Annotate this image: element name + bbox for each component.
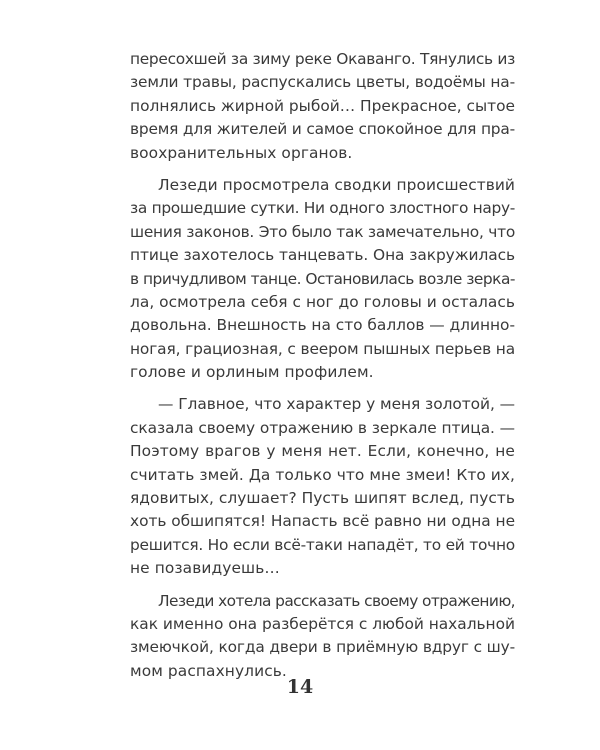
text-line: решится. Но если всё-таки нападёт, то ей точно (130, 535, 515, 554)
text-line: как именно она разберётся с любой нахальной (130, 614, 515, 633)
text-line: ногая, грациозная, с веером пышных перьев на (130, 339, 515, 358)
text-line: довольна. Внешность на сто баллов — длинно- (130, 316, 515, 335)
text-line: ла, осмотрела себя с ног до головы и осталась (130, 292, 515, 311)
text-line: время для жителей и самое спокойное для пра- (130, 120, 515, 139)
text-line: голове и орлиным профилем. (130, 363, 374, 382)
text-line: — Главное, что характер у меня золотой, — (158, 395, 515, 414)
paragraph (130, 393, 515, 580)
text-line: пересохшей за зиму реке Окаванго. Тянулись из (130, 50, 516, 68)
body-text (130, 48, 515, 683)
text-line: за прошедшие сутки. Ни одного злостного нару- (130, 199, 515, 218)
text-line: полнялись жирной рыбой… Прекрасное, сытое (130, 96, 515, 115)
text-line: змеючкой, когда двери в приёмную вдруг с шу- (130, 638, 515, 657)
text-line: считать змей. Да только что мне змеи! Кто их, (130, 465, 515, 484)
text-line: Лезеди просмотрела сводки происшествий (158, 175, 515, 194)
text-line: шения законов. Это было так замечательно, что (130, 222, 515, 241)
paragraph (130, 174, 515, 385)
text-line: Поэтому врагов у меня нет. Если, конечно, не (130, 442, 515, 461)
text-line: Лезеди хотела рассказать своему отражению, (158, 591, 515, 610)
page-number: 14 (286, 676, 314, 698)
text-line: в причудливом танце. Остановилась возле зерка- (130, 269, 515, 288)
paragraph (130, 590, 515, 684)
text-line: птице захотелось танцевать. Она закружилась (130, 246, 515, 265)
paragraph (130, 48, 515, 165)
text-line: земли травы, распускались цветы, водоёмы на- (130, 73, 515, 92)
text-line: не позавидуешь… (130, 559, 280, 578)
text-line: хоть обшипятся! Напасть всё равно ни одна не (130, 512, 515, 531)
text-line: сказала своему отражению в зеркале птица. — (130, 418, 515, 437)
text-line: мом распахнулись. (130, 661, 287, 680)
text-line: воохранительных органов. (130, 143, 353, 162)
text-line: ядовитых, слушает? Пусть шипят вслед, пусть (130, 489, 515, 508)
